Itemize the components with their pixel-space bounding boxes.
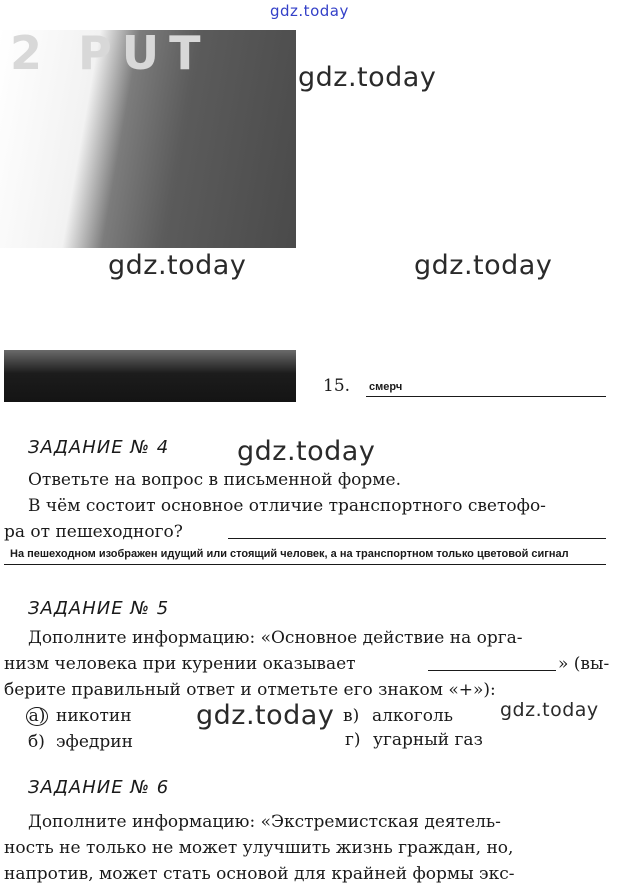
task4-answer-line-1 [228,538,606,539]
photo-top-letters: 2 PUT [10,26,211,80]
task5-option-b-text: эфедрин [56,732,133,752]
watermark-3: gdz.today [414,250,553,281]
circled-answer-mark: а) [26,707,48,726]
watermark-6: gdz.today [500,699,599,721]
task6-line-2: ность не только не может улучшить жизнь граждан, но, [4,838,514,858]
task5-option-g-text: угарный газ [373,730,483,750]
task5-option-v-mark: в) [343,706,360,726]
task4-line-2: В чём состоит основное отличие транспортного светофо- [28,496,546,516]
task5-option-a-mark [26,706,48,726]
task4-answer-line-2 [4,564,606,565]
watermark-5: gdz.today [196,700,335,731]
watermark-top: gdz.today [270,2,349,20]
task5-line-2: низм человека при курении оказывает [4,654,356,674]
task5-title: ЗАДАНИЕ № 5 [28,598,170,619]
task5-option-a-text: никотин [56,706,132,726]
task5-blank [428,670,556,671]
watermark-1: gdz.today [298,62,437,93]
task6-title: ЗАДАНИЕ № 6 [28,777,170,798]
item15-answer-line [366,396,606,397]
watermark-2: gdz.today [108,250,247,281]
task5-option-g-mark: г) [345,730,361,750]
item15-answer: смерч [369,381,403,393]
task5-line-3: берите правильный ответ и отметьте его знаком «+»): [4,680,496,700]
task5-option-v-text: алкоголь [372,706,453,726]
task6-line-1: Дополните информацию: «Экстремистская деятель- [28,812,501,832]
item15-number: 15. [323,376,351,396]
task6-line-3: напротив, может стать основой для крайней формы экс- [4,864,515,884]
task4-answer: На пешеходном изображен идущий или стоящий человек, а на транспортном только цветовой сигнал [10,548,569,560]
task4-title: ЗАДАНИЕ № 4 [28,437,170,458]
photo-bottom [4,350,296,402]
task4-line-1: Ответьте на вопрос в письменной форме. [28,470,401,490]
task5-line-2-tail: » (вы- [558,654,610,674]
watermark-4: gdz.today [237,436,376,467]
task5-line-1: Дополните информацию: «Основное действие на орга- [28,628,523,648]
task4-line-3: ра от пешеходного? [4,522,183,542]
task5-option-b-mark: б) [28,732,45,752]
